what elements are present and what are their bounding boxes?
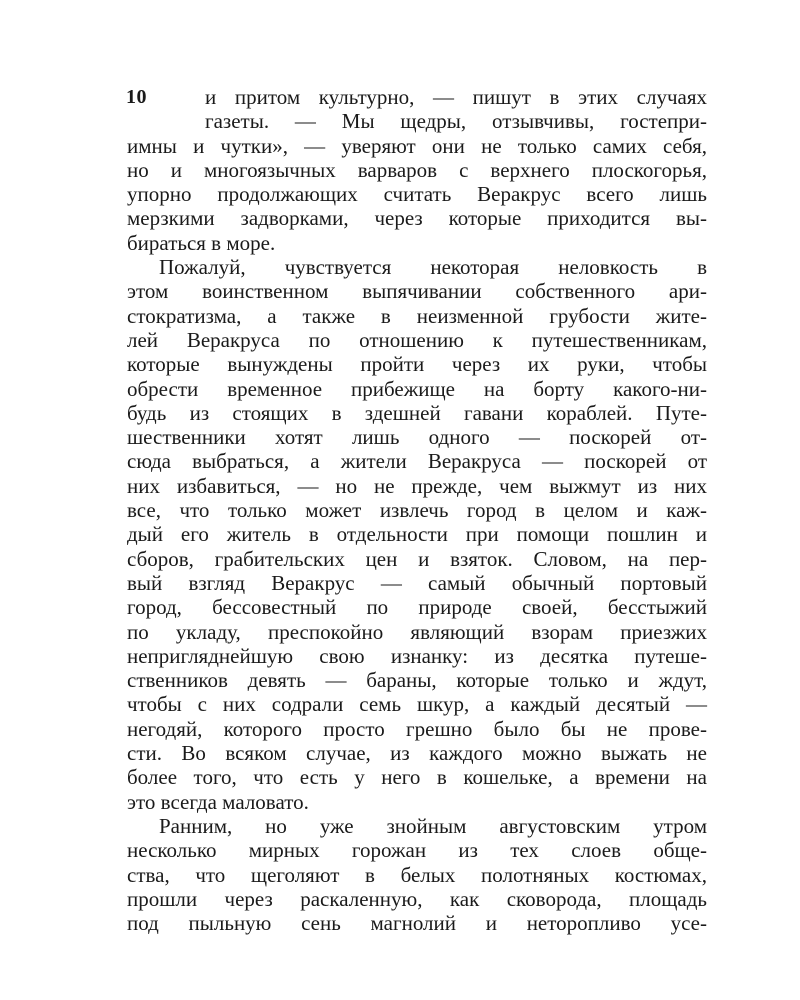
text-line: несколько мирных горожан из тех слоев обще- bbox=[127, 838, 707, 863]
text-line: по укладу, преспокойно являющий взорам приезжих bbox=[127, 619, 707, 644]
text-line: город, бессовестный по природе своей, бесстыжий bbox=[127, 595, 707, 620]
text-line: непригляднейшую свою изнанку: из десятка путеше- bbox=[127, 643, 707, 668]
text-line: будь из стоящих в здешней гавани кораблей. Путе- bbox=[127, 400, 707, 425]
text-line: этом воинственном выпячивании собственного ари- bbox=[127, 279, 707, 304]
page-number: 10 bbox=[126, 86, 147, 108]
text-line: чтобы с них содрали семь шкур, а каждый десятый — bbox=[127, 692, 707, 717]
text-line: шественники хотят лишь одного — поскорей от- bbox=[127, 425, 707, 450]
text-line: них избавиться, — но не прежде, чем выжмут из них bbox=[127, 473, 707, 498]
text-line: Пожалуй, чувствуется некоторая неловкость в bbox=[159, 255, 707, 280]
text-line: ства, что щеголяют в белых полотняных костюмах, bbox=[127, 862, 707, 887]
text-line: негодяй, которого просто грешно было бы не прове- bbox=[127, 716, 707, 741]
text-line: но и многоязычных варваров с верхнего плоскогорья, bbox=[127, 157, 707, 182]
text-line: газеты. — Мы щедры, отзывчивы, гостепри- bbox=[205, 109, 707, 134]
text-line: сборов, грабительских цен и взяток. Словом, на пер- bbox=[127, 546, 707, 571]
text-line: бираться в море. bbox=[127, 230, 276, 255]
text-line: под пыльную сень магнолий и неторопливо усе- bbox=[127, 911, 707, 936]
text-line: лей Веракруса по отношению к путешественникам, bbox=[127, 327, 707, 352]
text-line: вый взгляд Веракрус — самый обычный портовый bbox=[127, 570, 707, 595]
text-line: все, что только может извлечь город в целом и каж- bbox=[127, 498, 707, 523]
text-line: обрести временное прибежище на борту какого-ни- bbox=[127, 376, 707, 401]
text-line: Ранним, но уже знойным августовским утром bbox=[159, 813, 707, 838]
text-line: сюда выбраться, а жители Веракруса — поскорей от bbox=[127, 449, 707, 474]
text-line: которые вынуждены пройти через их руки, чтобы bbox=[127, 352, 707, 377]
text-line: стократизма, а также в неизменной грубости жите- bbox=[127, 303, 707, 328]
text-line: ственников девять — бараны, которые только и ждут, bbox=[127, 668, 707, 693]
text-line: дый его житель в отдельности при помощи пошлин и bbox=[127, 522, 707, 547]
text-line: и притом культурно, — пишут в этих случаях bbox=[205, 85, 707, 109]
text-line: имны и чутки», — уверяют они не только самих себя, bbox=[127, 133, 707, 158]
text-line: это всегда маловато. bbox=[127, 789, 309, 814]
text-line: более того, что есть у него в кошельке, а времени на bbox=[127, 765, 707, 790]
body-text bbox=[127, 85, 707, 935]
text-line: сти. Во всяком случае, из каждого можно выжать не bbox=[127, 741, 707, 766]
text-line: упорно продолжающих считать Веракрус всего лишь bbox=[127, 182, 707, 207]
text-line: прошли через раскаленную, как сковорода, площадь bbox=[127, 886, 707, 911]
text-line: мерзкими задворками, через которые приходится вы- bbox=[127, 206, 707, 231]
